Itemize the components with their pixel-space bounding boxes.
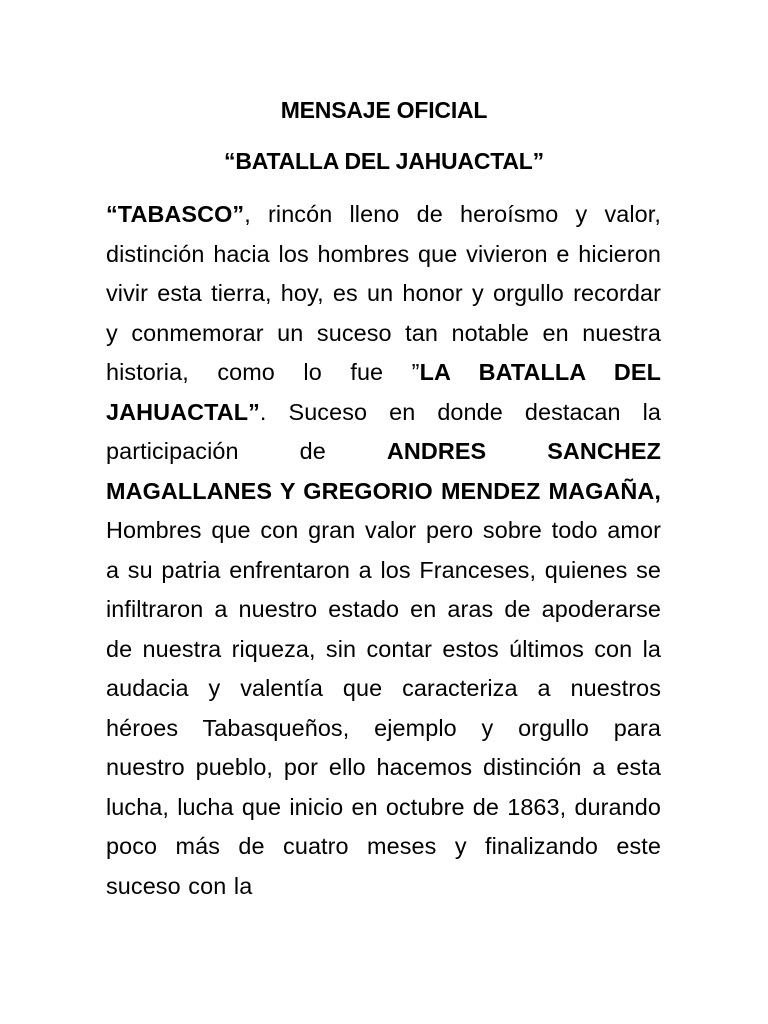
paragraph-text: Hombres que con gran valor pero sobre todo amor a su patria enfrentaron a los Franceses, quienes se infiltraron a nuestro estado en aras de apoderarse de nuestra riqueza, sin contar estos últimos con la audacia y valentía que caracteriza a nuestros héroes Tabasqueños, ejemplo y orgullo para nuestro pueblo, por ello hacemos distinción a esta lucha, lucha que inicio en octubre de 1863, durando poco más de cuatro meses y finalizando este suceso con la — [106, 517, 661, 899]
bold-text-batalla: LA BATALLA DEL JAHUACTAL” — [106, 359, 661, 425]
document-title: MENSAJE OFICIAL — [280, 97, 488, 123]
body-paragraph — [106, 195, 661, 906]
bold-text-tabasco: “TABASCO” — [106, 201, 245, 227]
paragraph-text: , rincón lleno de heroísmo y valor, distinción hacia los hombres que vivieron e hicieron vivir esta tierra, hoy, es un honor y orgullo recordar y conmemorar un suceso tan notable en nuestra historia, como lo fue ” — [106, 201, 661, 385]
paragraph-text: . Suceso en donde destacan la participación de — [106, 398, 661, 464]
bold-text-names: ANDRES SANCHEZ MAGALLANES Y GREGORIO MENDEZ MAGAÑA, — [106, 438, 661, 504]
document-subtitle: “BATALLA DEL JAHUACTAL” — [224, 148, 544, 174]
